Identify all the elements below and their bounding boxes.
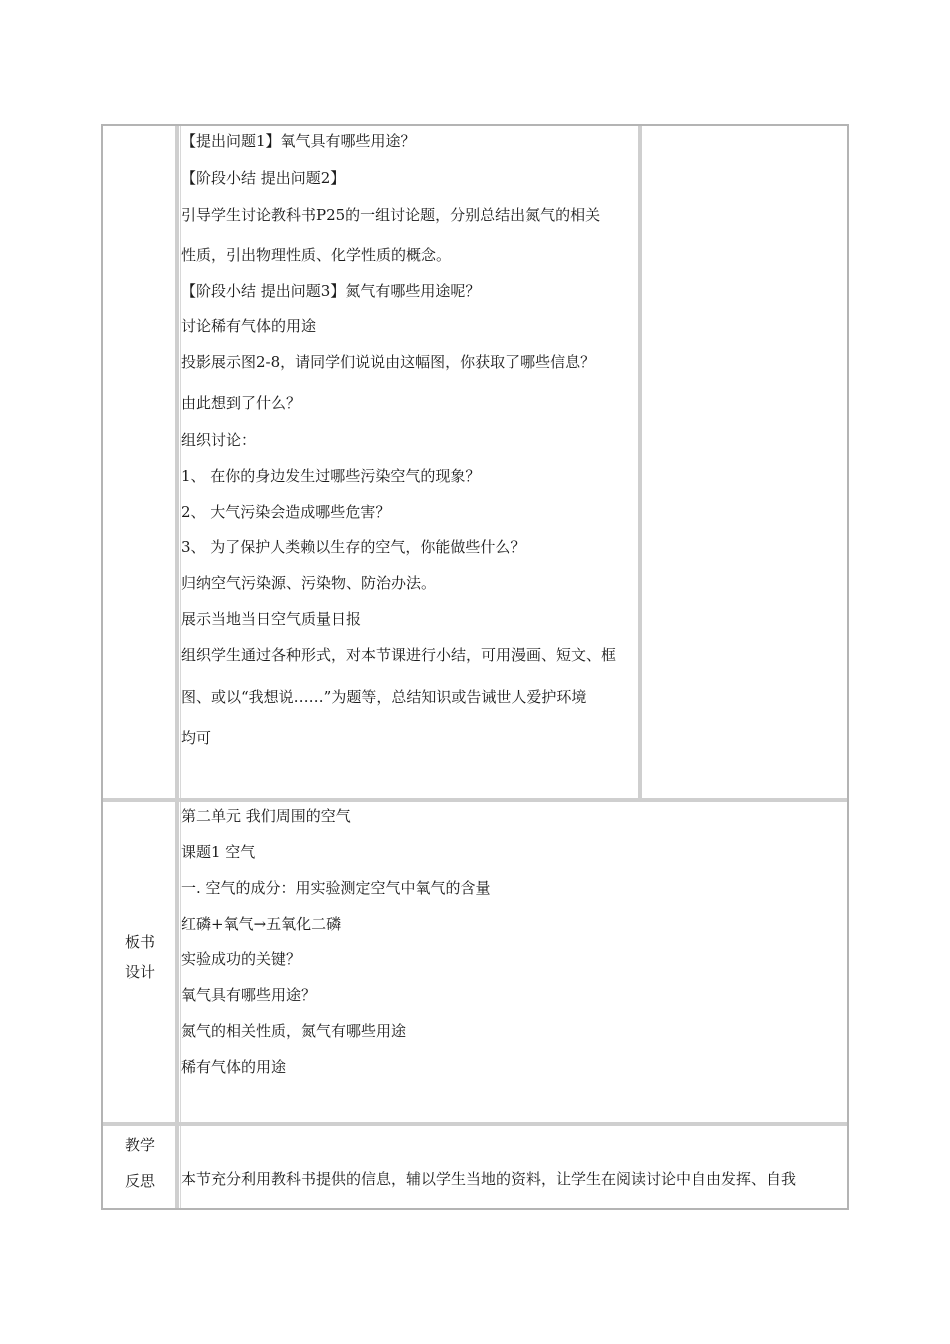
- reflection-label-line2: 反思: [124, 1172, 155, 1190]
- process-line: 3、 为了保护人类赖以生存的空气，你能做些什么？: [181, 538, 526, 556]
- row-divider-1: [103, 798, 847, 802]
- reflection-text: 本节充分利用教科书提供的信息，辅以学生当地的资料，让学生在阅读讨论中自由发挥、自我: [181, 1170, 797, 1188]
- process-line: 展示当地当日空气质量日报: [181, 610, 362, 628]
- process-line: 【提出问题1】氧气具有哪些用途？: [181, 132, 416, 150]
- process-line: 讨论稀有气体的用途: [181, 317, 317, 335]
- process-line: 图、或以“我想说……”为题等，总结知识或告诫世人爱护环境: [181, 688, 587, 706]
- process-line: 1、 在你的身边发生过哪些污染空气的现象？: [181, 467, 481, 485]
- board-line: 课题1 空气: [181, 843, 256, 861]
- process-line: 【阶段小结 提出问题2】: [181, 169, 346, 187]
- process-line: 2、 大气污染会造成哪些危害？: [181, 503, 391, 521]
- reflection-label-line1: 教学: [124, 1136, 155, 1154]
- col-divider-left: [175, 126, 179, 1208]
- board-design-label-line2: 设计: [124, 963, 155, 981]
- process-line: 性质，引出物理性质、化学性质的概念。: [181, 246, 452, 264]
- process-line: 投影展示图2-8，请同学们说说由这幅图，你获取了哪些信息？: [181, 353, 596, 371]
- process-line: 由此想到了什么？: [181, 394, 302, 412]
- col-divider-right: [638, 126, 642, 800]
- process-line: 引导学生讨论教科书P25的一组讨论题，分别总结出氮气的相关: [181, 206, 601, 224]
- row-divider-2: [103, 1122, 847, 1126]
- board-line: 实验成功的关键？: [181, 950, 302, 968]
- board-line: 氮气的相关性质，氮气有哪些用途: [181, 1022, 407, 1040]
- board-line: 第二单元 我们周围的空气: [181, 807, 351, 825]
- board-line: 稀有气体的用途: [181, 1058, 287, 1076]
- board-design-label-line1: 板书: [124, 933, 155, 951]
- process-line: 组织学生通过各种形式，对本节课进行小结，可用漫画、短文、框: [181, 646, 617, 664]
- process-line: 归纳空气污染源、污染物、防治办法。: [181, 574, 437, 592]
- board-line: 红磷+氧气→五氧化二磷: [181, 915, 342, 933]
- process-line: 【阶段小结 提出问题3】氮气有哪些用途呢？: [181, 282, 481, 300]
- process-line: 组织讨论：: [181, 431, 257, 449]
- reflection-label: [105, 1135, 175, 1191]
- process-line: 均可: [181, 729, 212, 747]
- board-design-label: [105, 932, 175, 982]
- board-line: 一. 空气的成分：用实验测定空气中氧气的含量: [181, 879, 491, 897]
- board-line: 氧气具有哪些用途？: [181, 986, 317, 1004]
